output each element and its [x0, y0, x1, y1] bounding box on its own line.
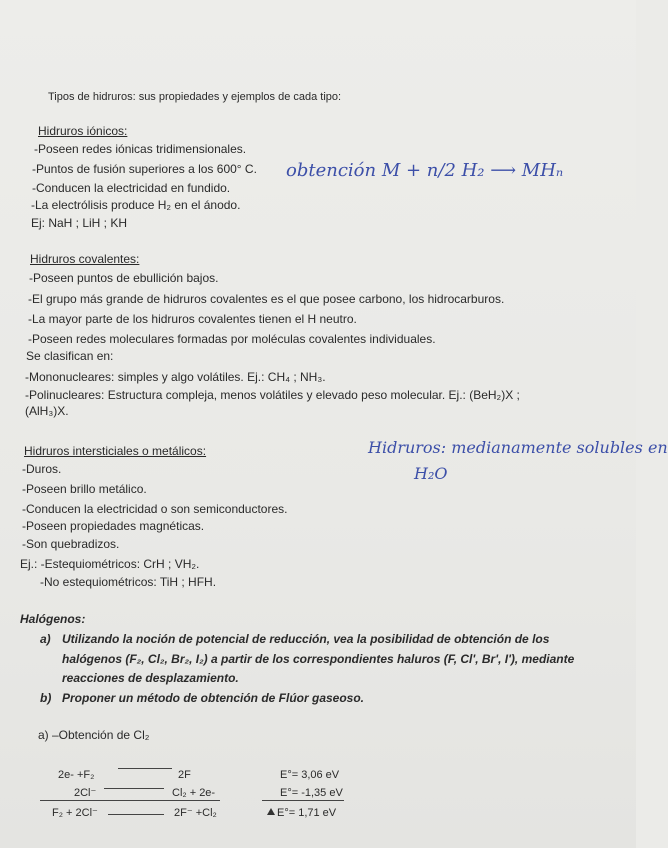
interstitial-line: -Poseen propiedades magnéticas. — [22, 519, 205, 533]
covalent-line: -El grupo más grande de hidruros covalentes es el que posee carbono, los hidrocarburos. — [28, 292, 505, 306]
sum-line — [262, 800, 344, 801]
reaction-2-potential: E°= -1,35 eV — [280, 787, 343, 799]
interstitial-line: -Poseen brillo metálico. — [22, 482, 147, 496]
reaction-arrow — [118, 768, 172, 769]
reaction-1-reactants: 2e- +F₂ — [58, 769, 95, 781]
covalent-heading: Hidruros covalentes: — [30, 252, 140, 266]
covalent-line: -La mayor parte de los hidruros covalentes tienen el H neutro. — [28, 312, 357, 326]
ionic-handwritten-note: obtención M + n/2 H₂ ⟶ MHₙ — [286, 160, 564, 181]
answer-header: a) –Obtención de Cl₂ — [38, 728, 150, 742]
halogens-heading: Halógenos: — [20, 612, 86, 626]
reaction-3-products: 2F⁻ +Cl₂ — [174, 807, 217, 819]
covalent-line: (AlH₃)X. — [25, 404, 69, 418]
page-title: Tipos de hidruros: sus propiedades y ejemplos de cada tipo: — [48, 91, 342, 103]
question-b-text: Proponer un método de obtención de Flúor gaseoso. — [62, 691, 365, 705]
reaction-2-products: Cl₂ + 2e- — [172, 787, 216, 799]
question-a-label: a) — [40, 632, 51, 646]
ionic-line: -La electrólisis produce H₂ en el ánodo. — [31, 198, 241, 212]
covalent-line: -Poseen puntos de ebullición bajos. — [29, 271, 219, 285]
ionic-line: -Poseen redes iónicas tridimensionales. — [34, 142, 247, 156]
reaction-1-potential: E°= 3,06 eV — [280, 769, 340, 781]
ionic-line: -Puntos de fusión superiores a los 600° C. — [32, 162, 257, 176]
reaction-arrow — [108, 814, 164, 815]
interstitial-line: -No estequiométricos: TiH ; HFH. — [40, 575, 217, 589]
ionic-line: -Conducen la electricidad en fundido. — [32, 181, 231, 195]
ionic-heading: Hidruros iónicos: — [38, 124, 128, 138]
covalent-line: -Polinucleares: Estructura compleja, menos volátiles y elevado peso molecular. Ej.: (BeH₂)X ; — [25, 388, 520, 402]
ionic-line: Ej: NaH ; LiH ; KH — [31, 216, 128, 230]
interstitial-line: -Son quebradizos. — [22, 537, 120, 551]
covalent-line: Se clasifican en: — [26, 349, 114, 363]
question-a-text: reacciones de desplazamiento. — [62, 671, 239, 685]
reaction-arrow — [104, 788, 164, 789]
interstitial-line: -Duros. — [22, 462, 62, 476]
question-b-label: b) — [40, 691, 52, 705]
delta-icon — [267, 808, 275, 815]
interstitial-line: -Conducen la electricidad o son semiconductores. — [22, 502, 288, 516]
interstitial-heading: Hidruros intersticiales o metálicos: — [24, 444, 207, 458]
covalent-line: -Poseen redes moleculares formadas por moléculas covalentes individuales. — [28, 332, 436, 346]
reaction-3-potential: E°= 1,71 eV — [277, 807, 337, 819]
sum-line — [40, 800, 220, 801]
covalent-line: -Mononucleares: simples y algo volátiles. Ej.: CH₄ ; NH₃. — [25, 370, 326, 384]
interstitial-line: Ej.: -Estequiométricos: CrH ; VH₂. — [20, 557, 200, 571]
interstitial-handwritten-note: H₂O — [414, 464, 448, 483]
reaction-2-reactants: 2Cl⁻ — [74, 787, 97, 799]
interstitial-handwritten-note: Hidruros: medianamente solubles en — [368, 438, 668, 457]
reaction-3-reactants: F₂ + 2Cl⁻ — [52, 807, 98, 819]
reaction-1-products: 2F — [178, 769, 191, 781]
question-a-text: Utilizando la noción de potencial de reducción, vea la posibilidad de obtención de los — [62, 632, 550, 646]
question-a-text: halógenos (F₂, Cl₂, Br₂, I₂) a partir de los correspondientes haluros (F, Cl', Br', I'), mediante — [62, 652, 575, 666]
